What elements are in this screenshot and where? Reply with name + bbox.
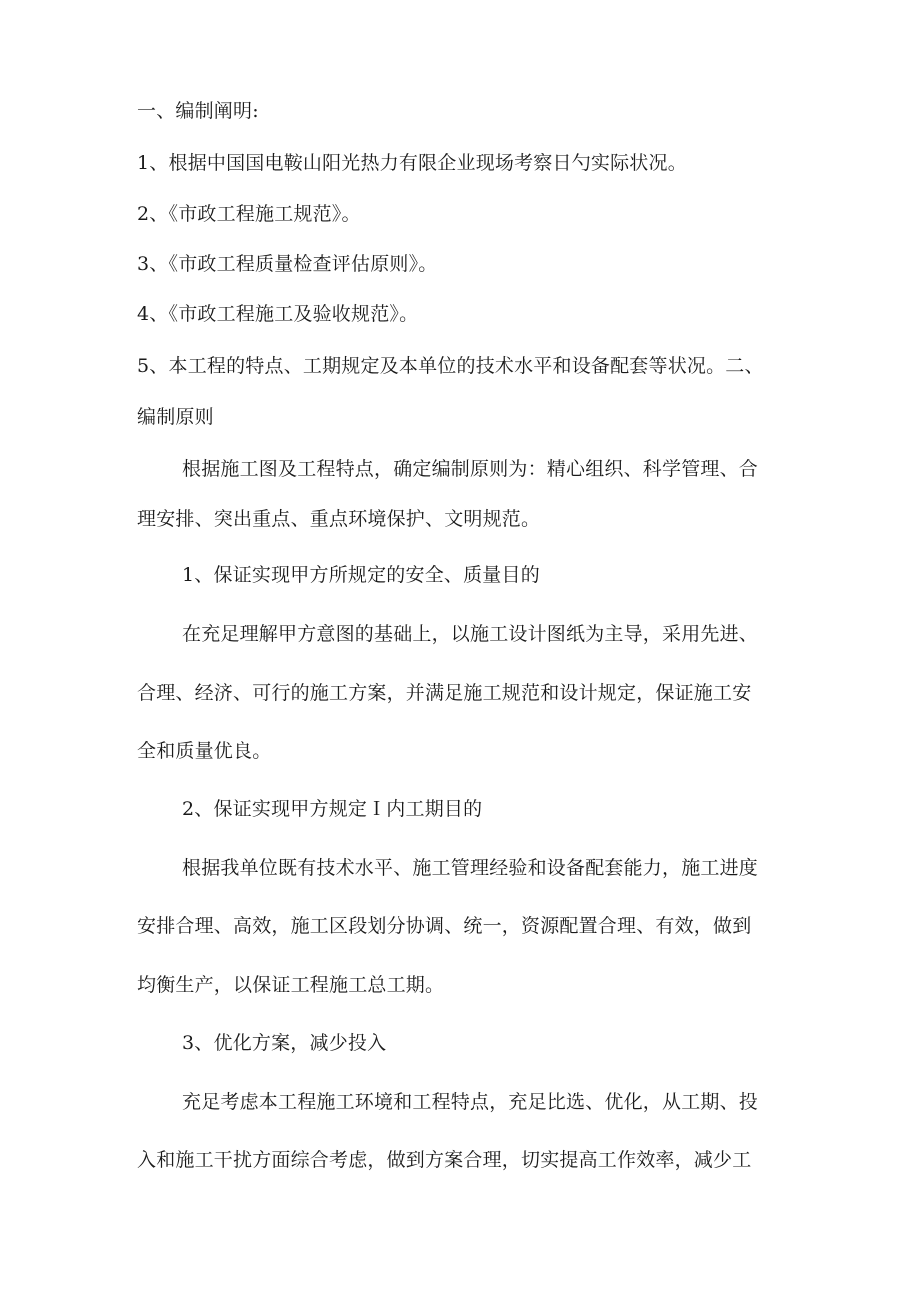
basis-item-5: 5、本工程的特点、工期规定及本单位的技术水平和设备配套等状况。二、 — [137, 355, 764, 377]
paragraph-line: 均衡生产，以保证工程施工总工期。 — [137, 974, 445, 996]
basis-item-1: 1、根据中国国电鞍山阳光热力有限企业现场考察日勺实际状况。 — [137, 152, 687, 174]
paragraph-line: 在充足理解甲方意图的基础上，以施工设计图纸为主导，采用先进、 — [182, 623, 759, 645]
paragraph-line: 安排合理、高效，施工区段划分协调、统一，资源配置合理、有效，做到 — [137, 915, 752, 937]
basis-item-3: 3、《市政工程质量检查评估原则》。 — [137, 253, 438, 275]
paragraph-line: 入和施工干扰方面综合考虑，做到方案合理，切实提高工作效率，减少工 — [137, 1149, 752, 1171]
paragraph-line: 合理、经济、可行的施工方案，并满足施工规范和设计规定，保证施工安 — [137, 682, 752, 704]
paragraph-line: 理安排、突出重点、重点环境保护、文明规范。 — [137, 508, 541, 530]
subheading-schedule: 2、保证实现甲方规定Ｉ内工期目的 — [182, 798, 483, 820]
subheading-optimize: 3、优化方案，减少投入 — [182, 1032, 387, 1054]
paragraph-line: 根据我单位既有技术水平、施工管理经验和设备配套能力，施工进度 — [182, 857, 759, 879]
section-heading-explanation: 一、编制阐明: — [137, 100, 259, 122]
basis-item-4: 4、《市政工程施工及验收规范》。 — [137, 303, 419, 325]
paragraph-line: 全和质量优良。 — [137, 740, 272, 762]
subheading-safety-quality: 1、保证实现甲方所规定的安全、质量目的 — [182, 564, 540, 586]
section-heading-principles: 编制原则 — [137, 406, 214, 428]
paragraph-line: 充足考虑本工程施工环境和工程特点，充足比选、优化，从工期、投 — [182, 1091, 759, 1113]
basis-item-2: 2、《市政工程施工规范》。 — [137, 203, 361, 225]
paragraph-line: 根据施工图及工程特点，确定编制原则为：精心组织、科学管理、合 — [182, 458, 759, 480]
